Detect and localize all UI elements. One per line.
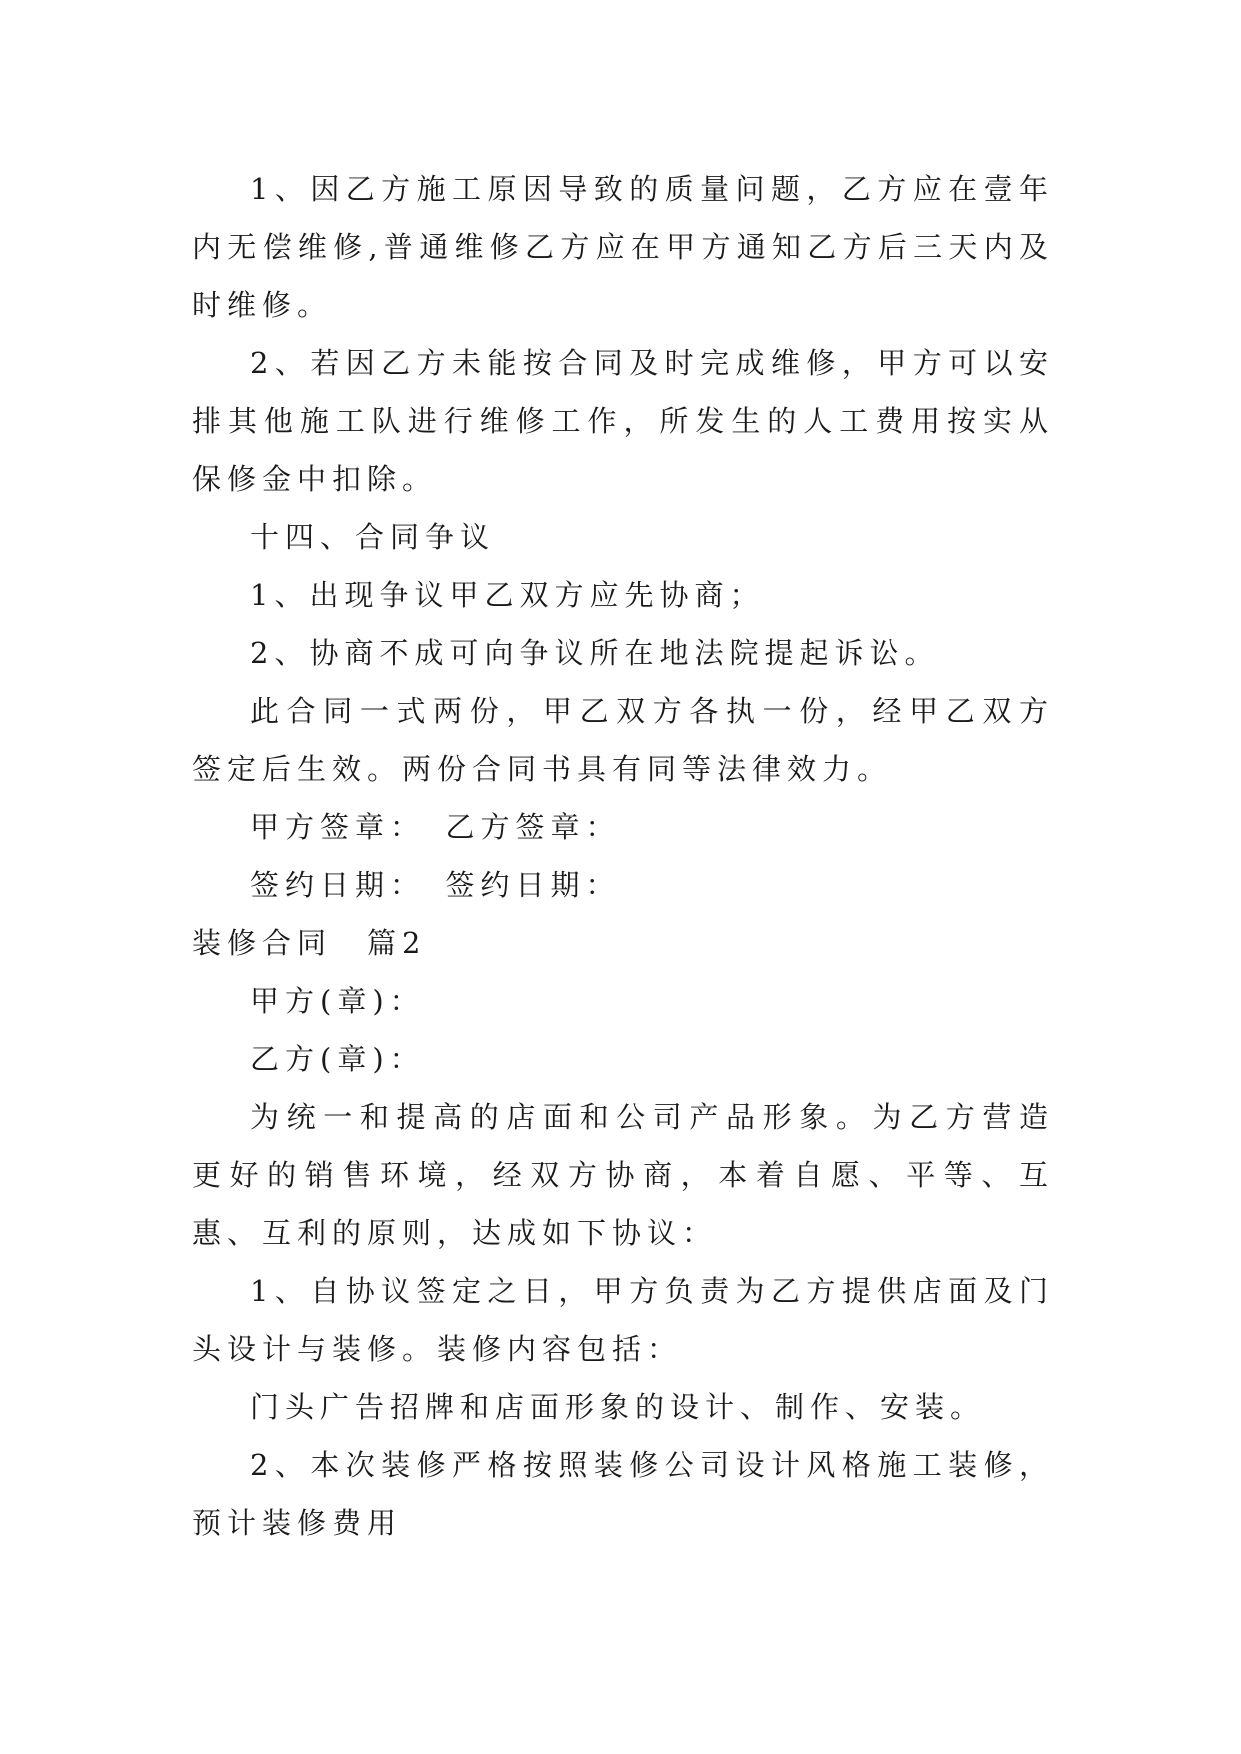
paragraph-clause-1: 1、自协议签定之日，甲方负责为乙方提供店面及门头设计与装修。装修内容包括： (192, 1274, 1054, 1366)
paragraph-dispute-lawsuit: 2、协商不成可向争议所在地法院提起诉讼。 (250, 636, 940, 670)
paragraph-dispute-negotiate: 1、出现争议甲乙双方应先协商； (250, 578, 765, 612)
party-b-line: 乙方(章)： (250, 1042, 425, 1076)
section-heading-contract-dispute: 十四、合同争议 (250, 520, 496, 554)
paragraph-contract-copies: 此合同一式两份，甲乙双方各执一份，经甲乙双方签定后生效。两份合同书具有同等法律效力。 (192, 694, 1054, 786)
paragraph-decoration-content: 门头广告招牌和店面形象的设计、制作、安装。 (250, 1390, 986, 1424)
document-body (192, 160, 1054, 1552)
paragraph-warranty-repair: 1、因乙方施工原因导致的质量问题，乙方应在壹年内无偿维修,普通维修乙方应在甲方通知乙方后三天内及时维修。 (192, 172, 1054, 322)
party-a-line: 甲方(章)： (250, 984, 425, 1018)
paragraph-repair-deduction: 2、若因乙方未能按合同及时完成维修，甲方可以安排其他施工队进行维修工作，所发生的人工费用按实从保修金中扣除。 (192, 346, 1054, 496)
signature-line: 甲方签章： 乙方签章： (250, 810, 621, 844)
paragraph-clause-2: 2、本次装修严格按照装修公司设计风格施工装修，预计装修费用 (192, 1448, 1054, 1540)
signing-date-line: 签约日期： 签约日期： (250, 868, 621, 902)
paragraph-purpose: 为统一和提高的店面和公司产品形象。为乙方营造更好的销售环境，经双方协商，本着自愿、平等、互惠、互利的原则，达成如下协议： (192, 1100, 1054, 1250)
article-title: 装修合同 篇2 (192, 926, 427, 960)
